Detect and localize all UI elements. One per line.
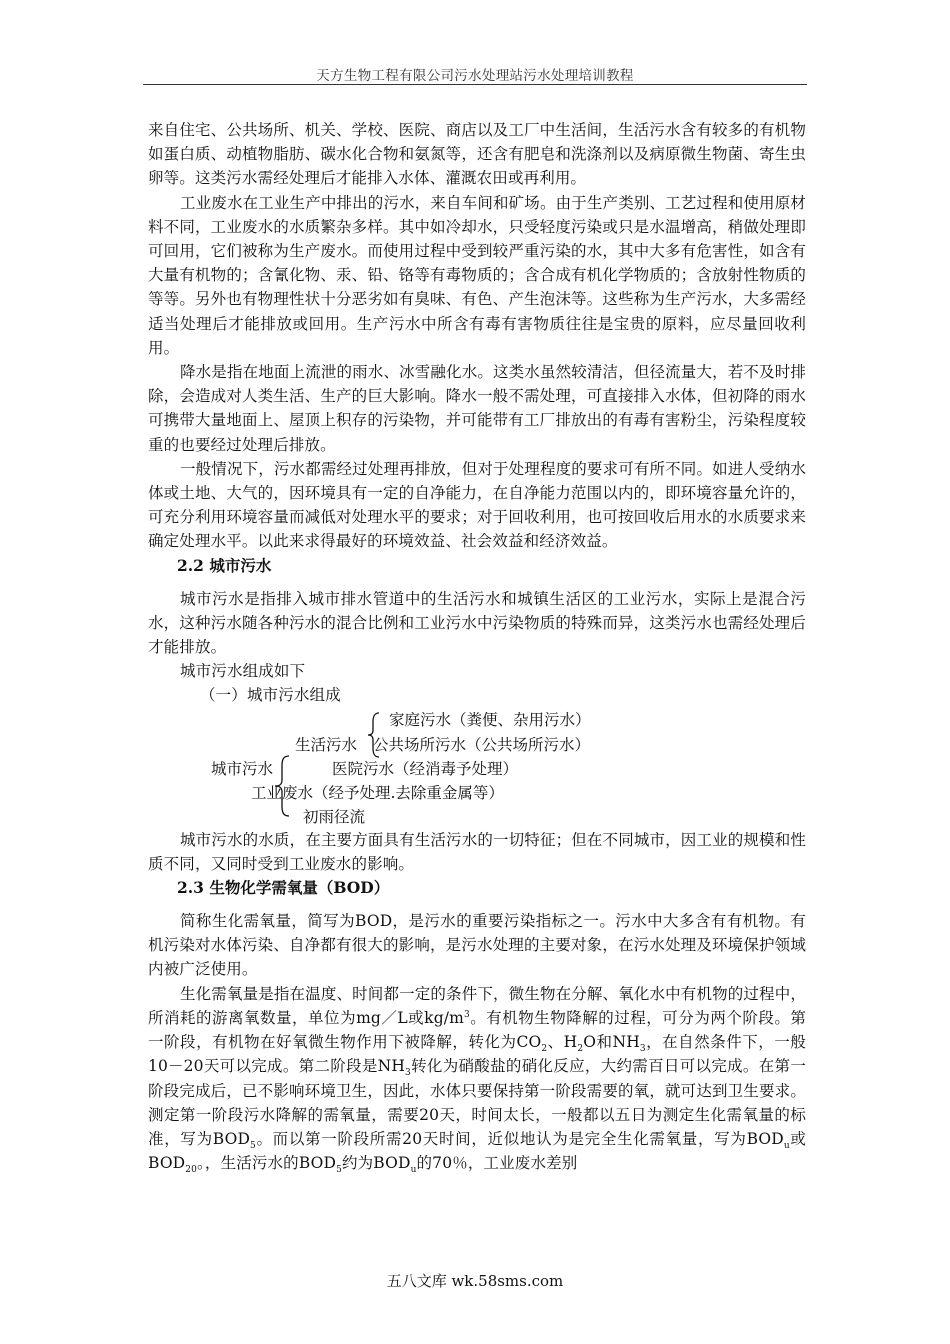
paragraph-urban-sewage: 城市污水是指排入城市排水管道中的生活污水和城镇生活区的工业污水，实际上是混合污水，这种污水随各种污水的混合比例和工业污水中污染物质的特殊而异，这类污水也需经处理后才能排放。 <box>148 589 806 657</box>
bod-text-8: 或BOD <box>148 1129 806 1173</box>
bod-text-3: 、H <box>547 1033 578 1052</box>
paragraph-bod-intro: 简称生化需氧量，简写为BOD，是污水的重要污染指标之一。污水中大多含有有机物。有机污染对水体污染、自净都有很大的影响，是污水处理的主要对象，在污水处理及环境保护领域内被广泛使用。 <box>148 912 806 979</box>
bod-text-9: 。，生活污水的BOD <box>197 1154 337 1173</box>
bod-text-10: 约为BOD <box>342 1154 411 1173</box>
urban-sewage-subtitle: （一）城市污水组成 <box>200 686 341 705</box>
bod-text-7: 。而以第一阶段所需20天时间，近似地认为是完全生化需氧量，写为BOD <box>255 1129 784 1148</box>
bod-sub-u1: u <box>783 1141 790 1151</box>
diagram-domestic: 生活污水 <box>295 735 358 754</box>
diagram-hospital: 医院污水（经消毒予处理） <box>332 759 519 778</box>
urban-sewage-composition-diagram <box>148 708 806 828</box>
section-heading-bod: 2.3 生物化学需氧量（BOD） <box>177 878 390 898</box>
paragraph-urban-sewage-quality: 城市污水的水质，在主要方面具有生活污水的一切特征；但在不同城市，因工业的规模和性质不同，又同时受到工业废水的影响。 <box>148 830 807 873</box>
bod-sub-nh3-b: 3 <box>405 1068 411 1079</box>
bod-sub-u2: u <box>410 1165 417 1176</box>
paragraph-domestic-sewage: 来自住宅、公共场所、机关、学校、医院、商店以及工厂中生活间，生活污水含有较多的有机物如蛋白质、动植物脂肪、碳水化合物和氨氮等，还含有肥皂和洗涤剂以及病原微生物菌、寄生虫卵等。这类污水需经处理后才能排入水体、灌溉农田或再利用。 <box>148 121 806 188</box>
paragraph-bod-definition <box>148 982 806 1176</box>
bod-text-2: 。有机物生物降解的过程，可分为两个阶段。第一阶段，有机物在好氧微生物作用下被降解，转化为CO <box>148 1008 807 1052</box>
page-footer: 五八文库 wk.58sms.com <box>386 1272 564 1290</box>
bod-sub-20: 20 <box>185 1165 198 1176</box>
diagram-industrial: 工业废水（经予处理.去除重金属等） <box>251 783 504 802</box>
diagram-public: 公共场所污水（公共场所污水） <box>373 735 591 754</box>
page-content <box>148 118 806 1175</box>
diagram-runoff: 初雨径流 <box>303 807 366 826</box>
section-heading-urban-sewage: 2.2 城市污水 <box>177 555 272 575</box>
bod-sub-5b: 5 <box>336 1165 342 1176</box>
bod-text-6: 转化为硝酸盐的硝化反应，大约需百日可以完成。在第一阶段完成后，已不影响环境卫生，因此，水体只要保持第一阶段需要的氧，就可达到卫生要求。测定第一阶段污水降解的需氧量，需要20天，时间太长，一般都以五日为测定生化需氧量的标准，写为BOD <box>148 1057 806 1148</box>
bod-sub-co2: 2 <box>541 1044 548 1055</box>
bod-sub-5a: 5 <box>250 1141 256 1151</box>
paragraph-general-treatment: 一般情况下，污水都需经过处理再排放，但对于处理程度的要求可有所不同。如进人受纳水体或土地、大气的，因环境具有一定的自净能力，在自净能力范围以内的，即环境容量允许的，可充分利用环境容量而减低对处理水平的要求；对于回收利用，也可按回收后用水的水质要求来确定处理水平。以此来求得最好的环境效益、社会效益和经济效益。 <box>148 459 807 551</box>
header-rule <box>143 84 807 85</box>
paragraph-precipitation: 降水是指在地面上流泄的雨水、冰雪融化水。这类水虽然较清洁，但径流量大，若不及时排除，会造成对人类生活、生产的巨大影响。降水一般不需处理，可直接排入水体，但初降的雨水可携带大量地面上、屋顶上积存的污染物，并可能带有工厂排放出的有毒有害粉尘，污染程度较重的也要经过处理后排放。 <box>148 363 807 454</box>
paragraph-industrial-wastewater: 工业废水在工业生产中排出的污水，来自车间和矿场。由于生产类别、工艺过程和使用原材料不同，工业废水的水质繁杂多样。其中如冷却水，只受轻度污染或只是水温增高，稍做处理即可回用，它们被称为生产废水。而使用过程中受到较严重污染的水，其中大多有危害性，如含有大量有机物的；含氰化物、汞、铅、铬等有毒物质的；含合成有机化学物质的；含放射性物质的等等。另外也有物理性状十分恶劣如有臭味、有色、产生泡沫等。这些称为生产污水，大多需经适当处理后才能排放或回用。生产污水中所含有毒有害物质往往是宝贵的原料，应尽量回收利用。 <box>148 193 807 357</box>
urban-sewage-intro: 城市污水组成如下 <box>180 662 306 681</box>
bod-sub-nh3-a: 3 <box>639 1044 646 1055</box>
bod-sup-3: 3 <box>464 1009 470 1020</box>
bod-text-4: O和NH <box>583 1033 640 1052</box>
page-header: 天方生物工程有限公司污水处理站污水处理培训教程 <box>316 68 634 84</box>
bod-text-5: ，在自然条件下，一般10－20天可以完成。第二阶段是NH <box>148 1033 806 1076</box>
bod-sub-h2: 2 <box>577 1044 584 1055</box>
bod-text-11: 的70％，工业废水差别 <box>416 1154 578 1173</box>
diagram-root: 城市污水 <box>211 759 274 778</box>
bod-text-1: 生化需氧量是指在温度、时间都一定的条件下，微生物在分解、氧化水中有机物的过程中，所消耗的游离氧数量，单位为mg／L或kg/m <box>148 984 807 1027</box>
diagram-household: 家庭污水（粪便、杂用污水） <box>389 710 591 729</box>
